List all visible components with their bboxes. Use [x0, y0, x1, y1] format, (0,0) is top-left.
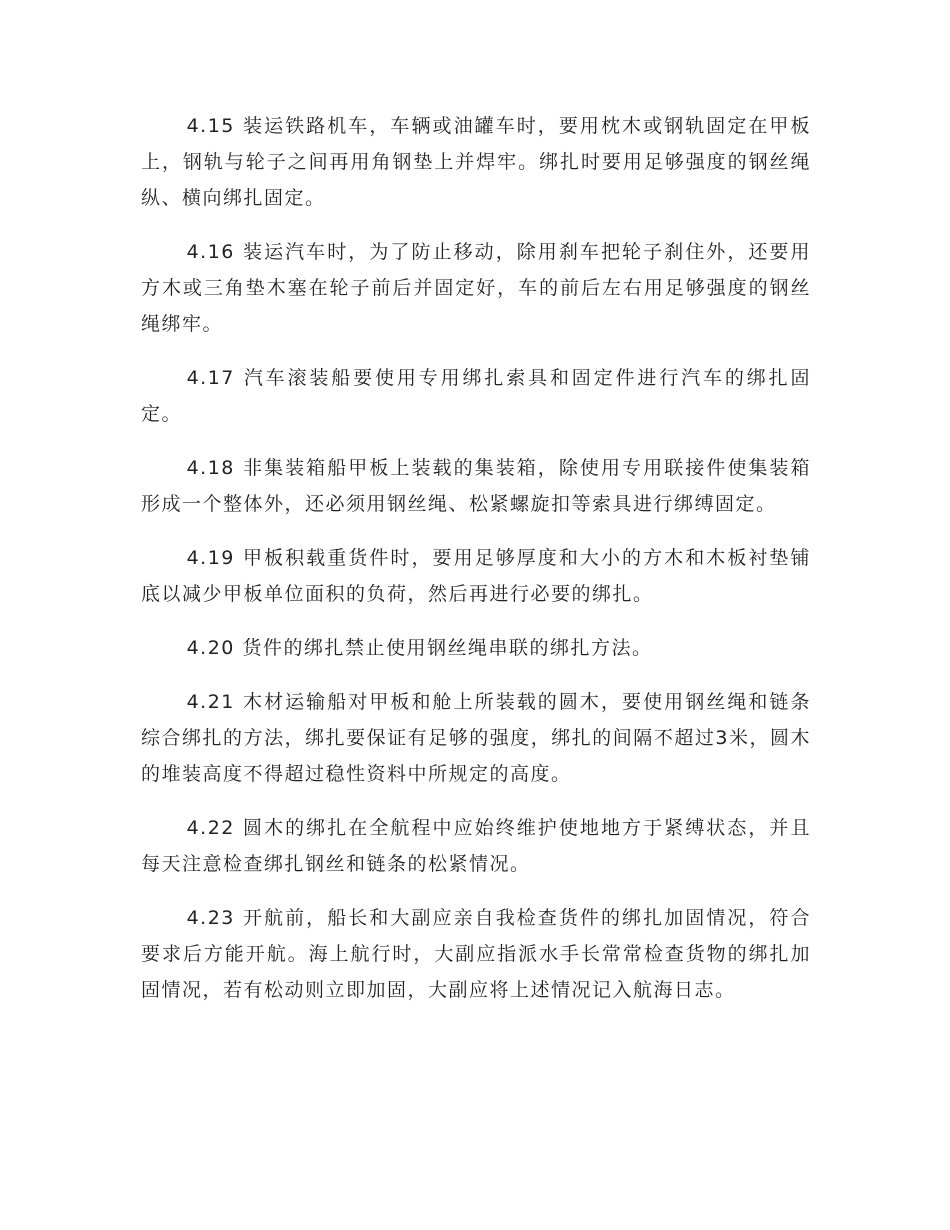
paragraph-4-16	[141, 234, 811, 342]
paragraph-text: 甲板积载重货件时，要用足够厚度和大小的方木和木板衬垫铺底以减少甲板单位面积的负荷，然后再进行必要的绑扎。	[141, 547, 811, 605]
paragraph-number: 4.23	[186, 907, 235, 929]
paragraph-text: 装运铁路机车，车辆或油罐车时，要用枕木或钢轨固定在甲板上，钢轨与轮子之间再用角钢垫上并焊牢。绑扎时要用足够强度的钢丝绳纵、横向绑扎固定。	[141, 115, 811, 209]
paragraph-text: 非集装箱船甲板上装载的集装箱，除使用专用联接件使集装箱形成一个整体外，还必须用钢丝绳、松紧螺旋扣等索具进行绑缚固定。	[141, 457, 811, 515]
paragraph-4-19	[141, 540, 811, 612]
paragraph-number: 4.16	[186, 241, 235, 263]
paragraph-number: 4.22	[186, 817, 235, 839]
paragraph-4-21	[141, 684, 811, 792]
paragraph-text: 汽车滚装船要使用专用绑扎索具和固定件进行汽车的绑扎固定。	[141, 367, 811, 425]
paragraph-4-22	[141, 810, 811, 882]
paragraph-number: 4.19	[186, 547, 235, 569]
paragraph-4-23	[141, 900, 811, 1008]
paragraph-number: 4.18	[186, 457, 235, 479]
paragraph-number: 4.15	[186, 115, 235, 137]
paragraph-number: 4.17	[186, 367, 235, 389]
paragraph-number: 4.20	[186, 637, 235, 659]
paragraph-number: 4.21	[186, 691, 235, 713]
document-body	[141, 108, 811, 1026]
paragraph-4-17	[141, 360, 811, 432]
paragraph-text: 木材运输船对甲板和舱上所装载的圆木，要使用钢丝绳和链条综合绑扎的方法，绑扎要保证有足够的强度，绑扎的间隔不超过3米，圆木的堆装高度不得超过稳性资料中所规定的高度。	[141, 691, 811, 785]
paragraph-4-15	[141, 108, 811, 216]
paragraph-text: 开航前，船长和大副应亲自我检查货件的绑扎加固情况，符合要求后方能开航。海上航行时，大副应指派水手长常常检查货物的绑扎加固情况，若有松动则立即加固，大副应将上述情况记入航海日志。	[141, 907, 811, 1001]
paragraph-text: 圆木的绑扎在全航程中应始终维护使地地方于紧缚状态，并且每天注意检查绑扎钢丝和链条的松紧情况。	[141, 817, 811, 875]
paragraph-4-18	[141, 450, 811, 522]
paragraph-4-20	[141, 630, 811, 666]
paragraph-text: 装运汽车时，为了防止移动，除用刹车把轮子刹住外，还要用方木或三角垫木塞在轮子前后并固定好，车的前后左右用足够强度的钢丝绳绑牢。	[141, 241, 811, 335]
paragraph-text: 货件的绑扎禁止使用钢丝绳串联的绑扎方法。	[242, 637, 653, 659]
